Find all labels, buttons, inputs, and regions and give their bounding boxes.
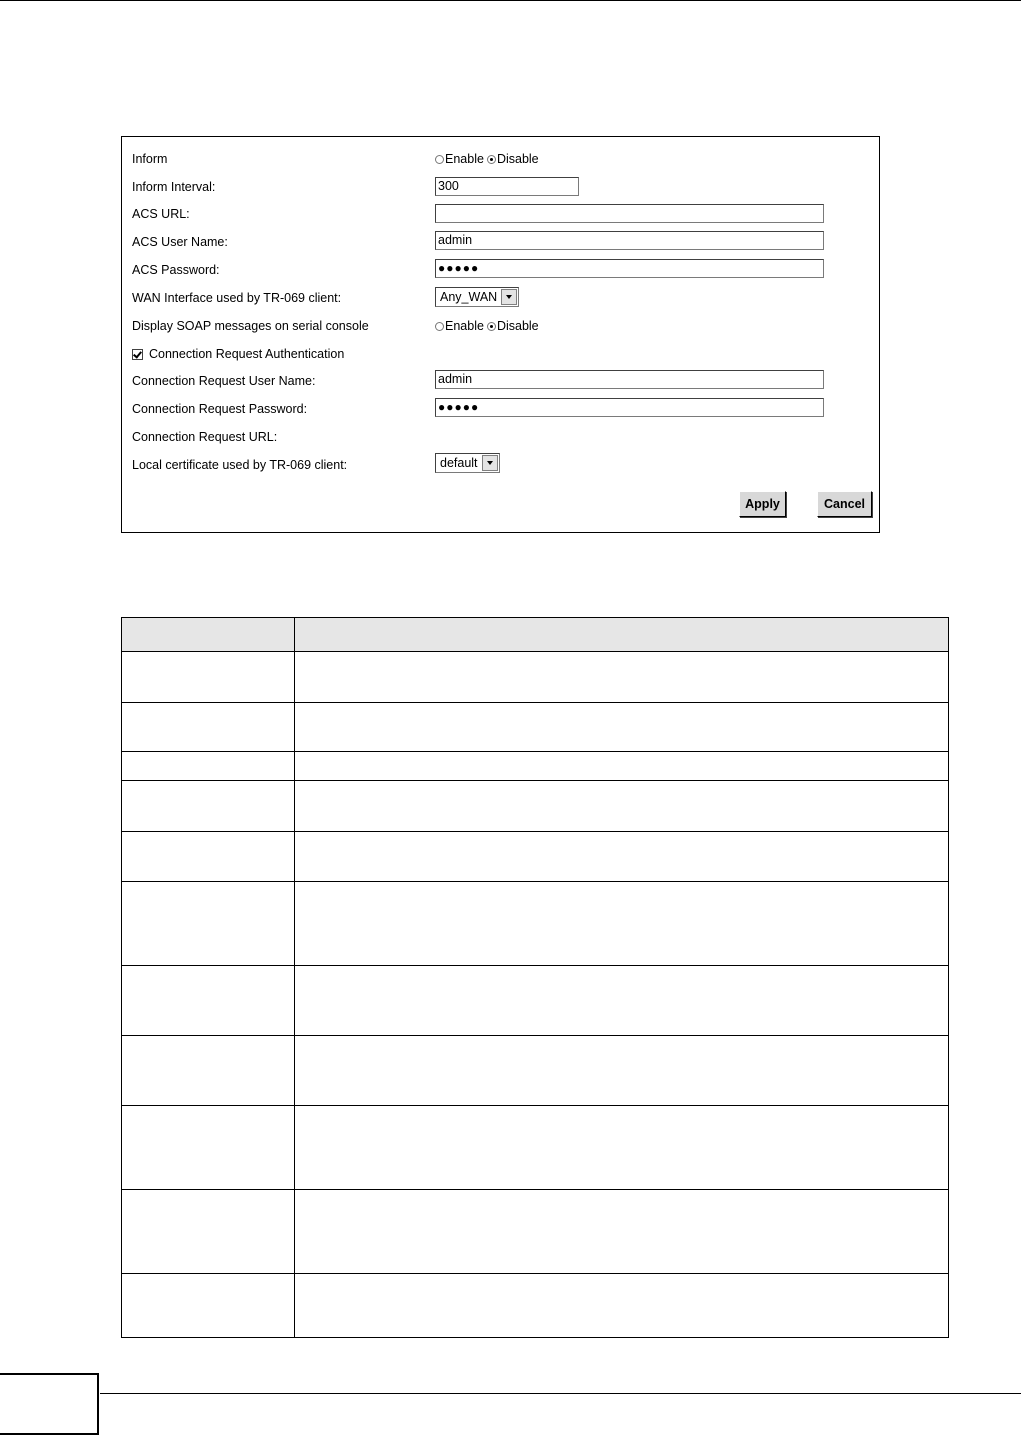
- table-cell: [295, 752, 949, 781]
- table-cell: [122, 832, 295, 882]
- table-cell: [122, 1106, 295, 1190]
- table-row: [122, 966, 949, 1036]
- display-soap-enable-label: Enable: [445, 319, 484, 333]
- acs-user-name-label: ACS User Name:: [132, 235, 228, 249]
- table-cell: [122, 1036, 295, 1106]
- conn-req-password-row: [132, 398, 307, 420]
- table-cell: [122, 652, 295, 703]
- inform-interval-label: Inform Interval:: [132, 180, 216, 194]
- table-cell: [122, 1190, 295, 1274]
- conn-req-password-input[interactable]: [435, 398, 824, 417]
- table-cell: [295, 1274, 949, 1338]
- footer-rule: [100, 1393, 1021, 1394]
- inform-enable-radio[interactable]: [435, 155, 444, 164]
- inform-row: [132, 148, 167, 170]
- table-cell: [295, 832, 949, 882]
- conn-req-url-label: Connection Request URL:: [132, 430, 278, 444]
- chevron-down-icon[interactable]: [482, 455, 498, 471]
- display-soap-enable-radio[interactable]: [435, 322, 444, 331]
- wan-interface-select[interactable]: [435, 287, 519, 307]
- conn-req-auth-checkbox[interactable]: [132, 349, 143, 360]
- table-cell: [295, 1190, 949, 1274]
- conn-req-user-name-label: Connection Request User Name:: [132, 374, 316, 388]
- inform-interval-row: [132, 176, 215, 198]
- acs-password-label: ACS Password:: [132, 263, 220, 277]
- table-row: [122, 703, 949, 752]
- table-header-cell: [122, 618, 295, 652]
- local-certificate-select[interactable]: [435, 453, 500, 473]
- conn-req-user-name-row: [132, 370, 315, 392]
- acs-user-name-row: [132, 231, 228, 253]
- acs-url-label: ACS URL:: [132, 207, 190, 221]
- display-soap-label: Display SOAP messages on serial console: [132, 319, 369, 333]
- inform-disable-radio[interactable]: [487, 155, 496, 164]
- table-cell: [295, 882, 949, 966]
- table-cell: [295, 781, 949, 832]
- conn-req-user-name-input[interactable]: [435, 370, 824, 389]
- header-rule: [0, 0, 1021, 1]
- inform-enable-label: Enable: [445, 152, 484, 166]
- page-number-box: [0, 1373, 99, 1435]
- table-row: [122, 1274, 949, 1338]
- table-cell: [295, 703, 949, 752]
- table-cell: [122, 781, 295, 832]
- table-row: [122, 652, 949, 703]
- display-soap-disable-radio[interactable]: [487, 322, 496, 331]
- tr069-settings-panel: [121, 136, 880, 533]
- table-cell: [295, 966, 949, 1036]
- display-soap-disable-label: Disable: [496, 319, 539, 333]
- chevron-down-icon[interactable]: [501, 289, 517, 305]
- table-cell: [295, 652, 949, 703]
- table-cell: [295, 1106, 949, 1190]
- local-certificate-selected: default: [440, 456, 478, 470]
- table-cell: [295, 1036, 949, 1106]
- table-row: [122, 781, 949, 832]
- cancel-button[interactable]: Cancel: [817, 491, 872, 517]
- table-cell: [122, 882, 295, 966]
- conn-req-url-row: [132, 426, 277, 448]
- wan-interface-row: [132, 287, 341, 309]
- table-header-row: [122, 618, 949, 652]
- field-description-table: [121, 617, 949, 1338]
- table-row: [122, 1190, 949, 1274]
- inform-disable-label: Disable: [496, 152, 539, 166]
- table-row: [122, 1106, 949, 1190]
- table-row: [122, 832, 949, 882]
- table-cell: [122, 966, 295, 1036]
- inform-radio-group: [435, 148, 542, 170]
- conn-req-auth-label: Connection Request Authentication: [149, 347, 345, 361]
- display-soap-radio-group: [435, 315, 542, 337]
- conn-req-auth-row: [132, 343, 344, 365]
- table-cell: [122, 752, 295, 781]
- acs-user-name-input[interactable]: [435, 231, 824, 250]
- inform-label: Inform: [132, 152, 168, 166]
- table-header-cell: [295, 618, 949, 652]
- inform-interval-input[interactable]: [435, 177, 579, 196]
- local-certificate-row: [132, 454, 347, 476]
- display-soap-row: [132, 315, 369, 337]
- acs-url-input[interactable]: [435, 204, 824, 223]
- table-row: [122, 752, 949, 781]
- table-row: [122, 882, 949, 966]
- acs-password-row: [132, 259, 220, 281]
- conn-req-password-label: Connection Request Password:: [132, 402, 308, 416]
- table-row: [122, 1036, 949, 1106]
- acs-url-row: [132, 203, 190, 225]
- apply-button[interactable]: Apply: [739, 491, 786, 517]
- wan-interface-selected: Any_WAN: [440, 290, 498, 304]
- local-certificate-label: Local certificate used by TR-069 client:: [132, 458, 348, 472]
- table-cell: [122, 1274, 295, 1338]
- acs-password-input[interactable]: [435, 259, 824, 278]
- wan-interface-label: WAN Interface used by TR-069 client:: [132, 291, 342, 305]
- table-cell: [122, 703, 295, 752]
